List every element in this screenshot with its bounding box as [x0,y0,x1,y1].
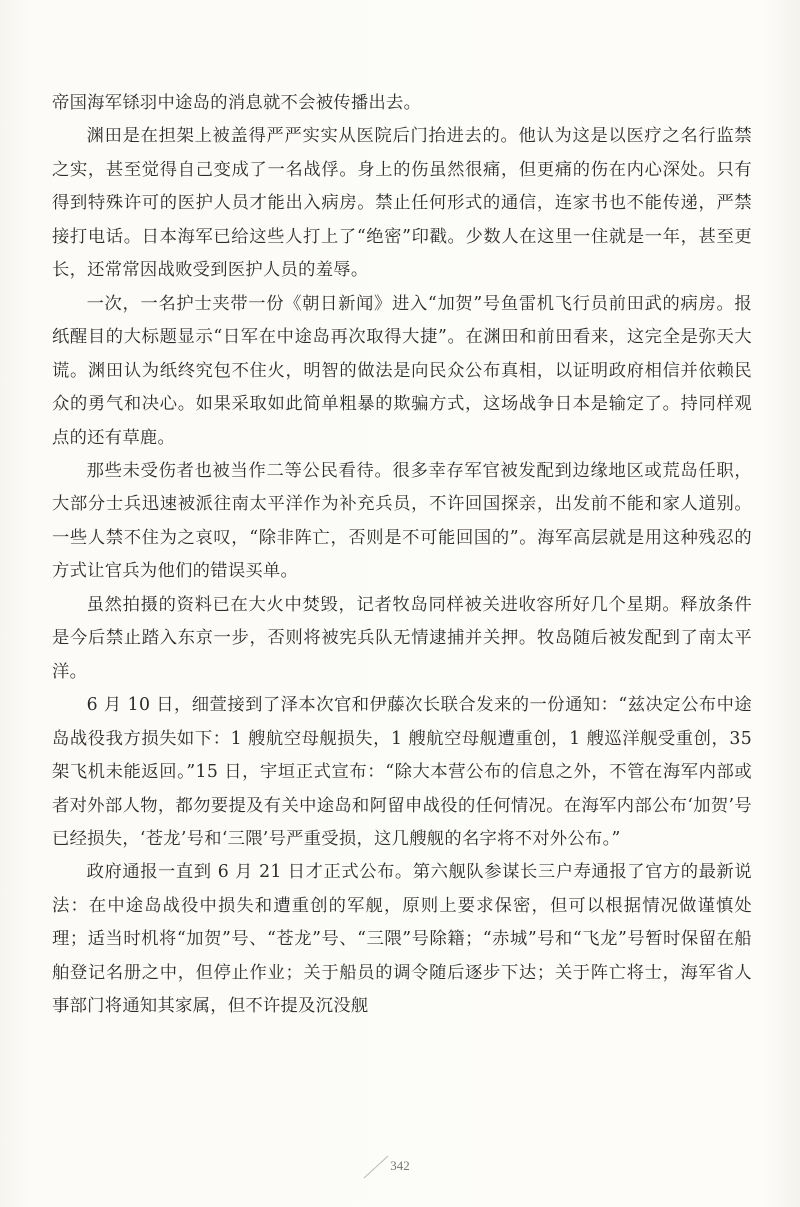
paragraph: 渊田是在担架上被盖得严严实实从医院后门抬进去的。他认为这是以医疗之名行监禁之实，甚至觉得自己变成了一名战俘。身上的伤虽然很痛，但更痛的伤在内心深处。只有得到特殊许可的医护人员才能出入病房。禁止任何形式的通信，连家书也不能传递，严禁接打电话。日本海军已给这些人打上了“绝密”印戳。少数人在这里一住就是一年，甚至更长，还常常因战败受到医护人员的羞辱。 [52,126,752,281]
paragraph: 一次，一名护士夹带一份《朝日新闻》进入“加贺”号鱼雷机飞行员前田武的病房。报纸醒目的大标题显示“日军在中途岛再次取得大捷”。在渊田和前田看来，这完全是弥天大谎。渊田认为纸终究包不住火，明智的做法是向民众公布真相，以证明政府相信并依赖民众的勇气和决心。如果采取如此简单粗暴的欺骗方式，这场战争日本是输定了。持同样观点的还有草鹿。 [52,293,752,448]
paragraph: 虽然拍摄的资料已在大火中焚毁，记者牧岛同样被关进收容所好几个星期。释放条件是今后禁止踏入东京一步，否则将被宪兵队无情逮捕并关押。牧岛随后被发配到了南太平洋。 [52,594,752,682]
paragraph: 政府通报一直到 6 月 21 日才正式公布。第六舰队参谋长三户寿通报了官方的最新说法：在中途岛战役中损失和遭重创的军舰，原则上要求保密，但可以根据情况做谨慎处理；适当时机将“加贺”号、“苍龙”号、“三隈”号除籍；“赤城”号和“飞龙”号暂时保留在船舶登记名册之中，但停止作业；关于船员的调令随后逐步下达；关于阵亡将士，海军省人事部门将通知其家属，但不许提及沉没舰 [52,862,752,1017]
paragraph: 那些未受伤者也被当作二等公民看待。很多幸存军官被发配到边缘地区或荒岛任职，大部分士兵迅速被派往南太平洋作为补充兵员，不许回国探亲，出发前不能和家人道别。一些人禁不住为之哀叹，“除非阵亡，否则是不可能回国的”。海军高层就是用这种残忍的方式让官兵为他们的错误买单。 [52,460,752,582]
body-text [52,87,752,1024]
page-number: 342 [390,1158,410,1173]
paragraph: 6 月 10 日，细萱接到了泽本次官和伊藤次长联合发来的一份通知：“兹决定公布中途岛战役我方损失如下：1 艘航空母舰损失，1 艘航空母舰遭重创，1 艘巡洋舰受重创，35 架飞机未能返回。”15 日，宇垣正式宣布：“除大本营公布的信息之外，不管在海军内部或者对外部人物，都勿要提及有关中途岛和阿留申战役的任何情况。在海军内部公布‘加贺’号已经损失，‘苍龙’号和‘三隈’号严重受损，这几艘舰的名字将不对外公布。” [52,695,752,849]
paragraph-continuation: 帝国海军铩羽中途岛的消息就不会被传播出去。 [52,93,422,113]
